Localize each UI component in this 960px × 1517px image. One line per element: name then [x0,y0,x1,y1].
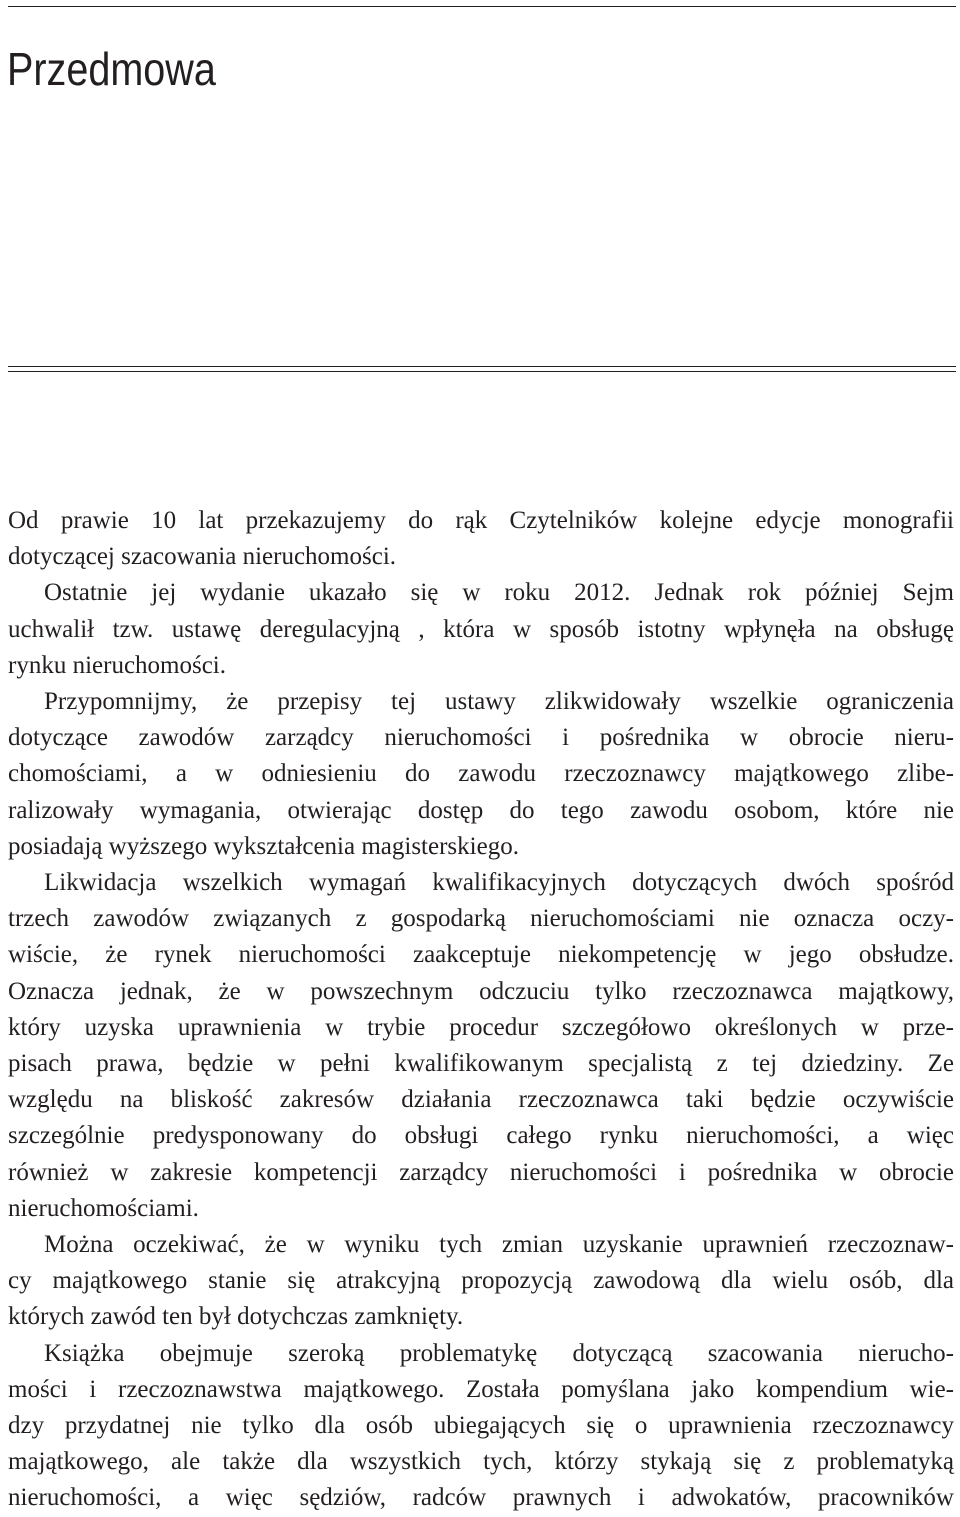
text-line: chomościami, a w odniesieniu do zawodu rzeczoznawcy majątkowego zlibe- [8,760,954,788]
text-line: Książka obejmuje szeroką problematykę dotyczącą szacowania nierucho- [44,1339,954,1367]
text-line: szczególnie predysponowany do obsługi całego rynku nieruchomości, a więc [8,1122,954,1150]
text-line: posiadają wyższego wykształcenia magisterskiego. [8,832,519,860]
text-line: uchwalił tzw. ustawę deregulacyjną , która w sposób istotny wpłynęła na obsługę [8,615,954,643]
text-line: Oznacza jednak, że w powszechnym odczuciu tylko rzeczoznawca majątkowy, [8,977,954,1005]
text-line: cy majątkowego stanie się atrakcyjną propozycją zawodową dla wielu osób, dla [8,1267,954,1295]
text-line: Od prawie 10 lat przekazujemy do rąk Czytelników kolejne edycje monografii [8,507,954,534]
text-line: rynku nieruchomości. [8,651,227,679]
text-line: wiście, że rynek nieruchomości zaakceptuje niekompetencję w jego obsłudze. [8,941,954,969]
text-line: który uzyska uprawnienia w trybie procedur szczegółowo określonych w prze- [8,1013,954,1041]
text-line: Można oczekiwać, że w wyniku tych zmian uzyskanie uprawnień rzeczoznaw- [44,1231,954,1259]
text-line: Ostatnie jej wydanie ukazało się w roku 2012. Jednak rok później Sejm [44,579,954,607]
text-line: Przypomnijmy, że przepisy tej ustawy zlikwidowały wszelkie ograniczenia [44,688,954,716]
text-line: trzech zawodów związanych z gospodarką nieruchomościami nie oznacza oczy- [8,905,954,933]
text-line: względu na bliskość zakresów działania rzeczoznawca taki będzie oczywiście [8,1086,954,1114]
text-line: nieruchomościami. [8,1194,199,1222]
double-rule-divider [8,366,956,372]
text-line: dotyczącej szacowania nieruchomości. [8,543,397,571]
text-line: ralizowały wymagania, otwierając dostęp do tego zawodu osobom, które nie [8,796,954,824]
text-line: pisach prawa, będzie w pełni kwalifikowanym specjalistą z tej dziedziny. Ze [8,1050,954,1078]
preface-body-text [8,503,954,1517]
page-title: Przedmowa [7,43,216,95]
text-line: dzy przydatnej nie tylko dla osób ubiegających się o uprawnienia rzeczoznawcy [8,1412,954,1440]
top-rule [8,6,956,7]
text-line: również w zakresie kompetencji zarządcy nieruchomości i pośrednika w obrocie [8,1158,954,1186]
text-line: majątkowego, ale także dla wszystkich tych, którzy stykają się z problematyką [8,1448,954,1476]
text-line: nieruchomości, a więc sędziów, radców prawnych i adwokatów, pracowników [8,1484,954,1512]
text-line: Likwidacja wszelkich wymagań kwalifikacyjnych dotyczących dwóch spośród [44,869,954,897]
text-line: mości i rzeczoznawstwa majątkowego. Została pomyślana jako kompendium wie- [8,1375,954,1403]
text-line: dotyczące zawodów zarządcy nieruchomości i pośrednika w obrocie nieru- [8,724,954,752]
text-line: których zawód ten był dotychczas zamknięty. [8,1303,464,1331]
